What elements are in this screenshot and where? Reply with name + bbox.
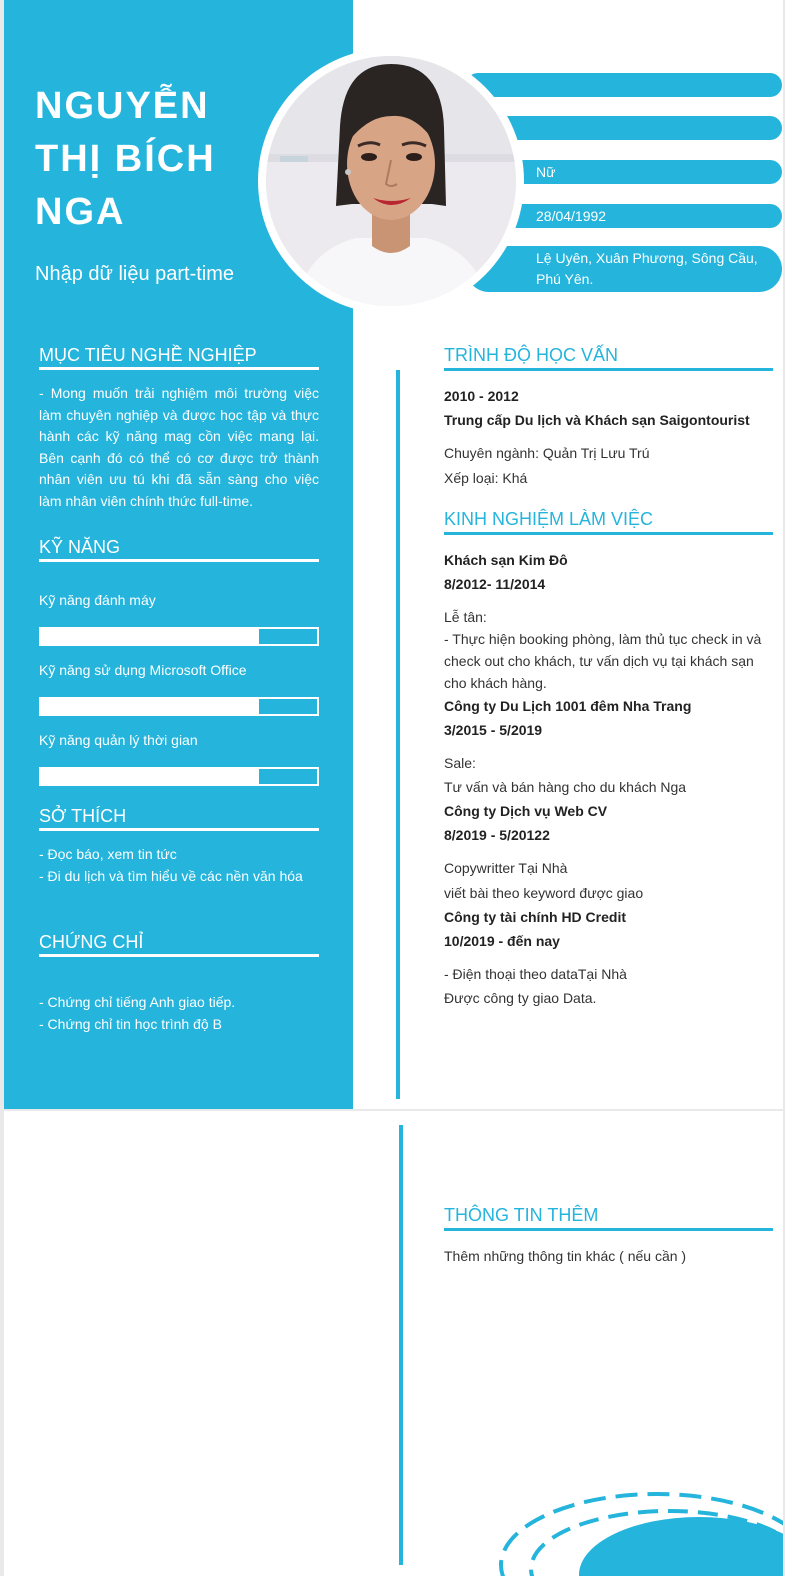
education-school: Trung cấp Du lịch và Khách sạn Saigontourist [444, 412, 750, 428]
skill-bar [39, 767, 319, 786]
section-underline [39, 828, 319, 831]
skill-label: Kỹ năng đánh máy [39, 592, 156, 608]
name-line: NGA [35, 191, 126, 233]
column-divider [399, 1125, 403, 1565]
job-description: viết bài theo keyword được giao [444, 885, 644, 901]
career-goal-heading [39, 344, 319, 370]
job-position: Sale: [444, 755, 476, 771]
certificates-list [39, 992, 319, 1035]
hobbies-heading [39, 805, 319, 831]
skill-bar-fill [41, 629, 259, 644]
section-underline [444, 532, 773, 535]
list-item: - Chứng chỉ tiếng Anh giao tiếp. [39, 994, 236, 1010]
section-underline [39, 559, 319, 562]
skill-label: Kỹ năng quản lý thời gian [39, 732, 198, 748]
gender-pill: Nữ [466, 160, 782, 184]
hobbies-title: SỞ THÍCH [39, 806, 127, 826]
experience-title: KINH NGHIỆM LÀM VIỆC [444, 509, 654, 529]
name-line: NGUYỄN [35, 85, 210, 127]
job-position: Lễ tân: [444, 609, 487, 625]
list-item: - Chứng chỉ tin học trình độ B [39, 1015, 222, 1032]
section-underline [39, 954, 319, 957]
education-major: Chuyên ngành: Quản Trị Lưu Trú [444, 445, 650, 461]
education-rank: Xếp loại: Khá [444, 470, 528, 486]
list-item: - Đọc báo, xem tin tức [39, 846, 177, 862]
avatar [266, 56, 516, 306]
career-goal-text: - Mong muốn trải nghiệm môi trường việc làm chuyên nghiệp và được học tập và thực hành các kỹ năng mag cồn việc mang lại. Bên cạnh đó có thể có cơ được trở thành nhân viên ưu tú khi đã sẵn sàng cho việc làm nhân viên chính thức full-time. [39, 385, 319, 509]
section-underline [444, 368, 773, 371]
job-company: Công ty tài chính HD Credit [444, 909, 626, 925]
skills-title: KỸ NĂNG [39, 537, 121, 557]
education-period: 2010 - 2012 [444, 388, 519, 404]
column-divider [396, 370, 400, 1099]
extra-info-title: THÔNG TIN THÊM [444, 1205, 599, 1225]
job-period: 8/2012- 11/2014 [444, 576, 546, 592]
job-description: - Thực hiện booking phòng, làm thủ tục check in và check out cho khách, tư vấn dịch vụ tại khách sạn cho khách hàng. [444, 631, 762, 691]
job-role: Nhập dữ liệu part-time [35, 263, 235, 285]
dob-pill: 28/04/1992 [466, 204, 782, 228]
contact-pill-empty-1 [466, 73, 782, 97]
job-description: Được công ty giao Data. [444, 990, 597, 1006]
section-underline [444, 1228, 773, 1231]
candidate-name [35, 80, 265, 239]
skill-bar-fill [41, 699, 259, 714]
skill-label: Kỹ năng sử dụng Microsoft Office [39, 662, 247, 678]
address-pill: Lệ Uyên, Xuân Phương, Sông Cầu, Phú Yên. [466, 246, 782, 292]
decorative-circles [499, 1449, 783, 1576]
extra-info-text: Thêm những thông tin khác ( nếu cần ) [444, 1248, 687, 1264]
portrait-photo [266, 56, 516, 306]
education-title: TRÌNH ĐỘ HỌC VẤN [444, 345, 619, 365]
education-heading [444, 344, 773, 371]
job-description: Tư vấn và bán hàng cho du khách Nga [444, 779, 687, 795]
avatar-frame [258, 48, 524, 314]
cv-page-2 [4, 1111, 783, 1576]
skill-bar [39, 697, 319, 716]
job-period: 8/2019 - 5/20122 [444, 827, 550, 843]
job-position: Copywritter Tại Nhà [444, 860, 568, 876]
cv-page-1 [4, 0, 783, 1109]
extra-info-heading [444, 1204, 773, 1231]
job-company: Công ty Dịch vụ Web CV [444, 803, 608, 819]
career-goal-title: MỤC TIÊU NGHỀ NGHIỆP [39, 345, 257, 365]
section-underline [39, 367, 319, 370]
job-company: Khách sạn Kim Đô [444, 552, 568, 568]
skill-bar-fill [41, 769, 259, 784]
hobbies-list [39, 844, 319, 887]
skill-bar [39, 627, 319, 646]
job-company: Công ty Du Lịch 1001 đêm Nha Trang [444, 698, 692, 714]
certificates-title: CHỨNG CHỈ [39, 932, 144, 952]
certificates-heading [39, 931, 319, 957]
skills-heading [39, 536, 319, 562]
job-period: 10/2019 - đến nay [444, 933, 560, 949]
job-period: 3/2015 - 5/2019 [444, 722, 543, 738]
name-line: THỊ BÍCH [35, 138, 216, 180]
list-item: - Đi du lịch và tìm hiểu về các nền văn hóa [39, 867, 303, 884]
job-position: - Điện thoại theo dataTại Nhà [444, 966, 627, 982]
experience-heading [444, 508, 773, 535]
